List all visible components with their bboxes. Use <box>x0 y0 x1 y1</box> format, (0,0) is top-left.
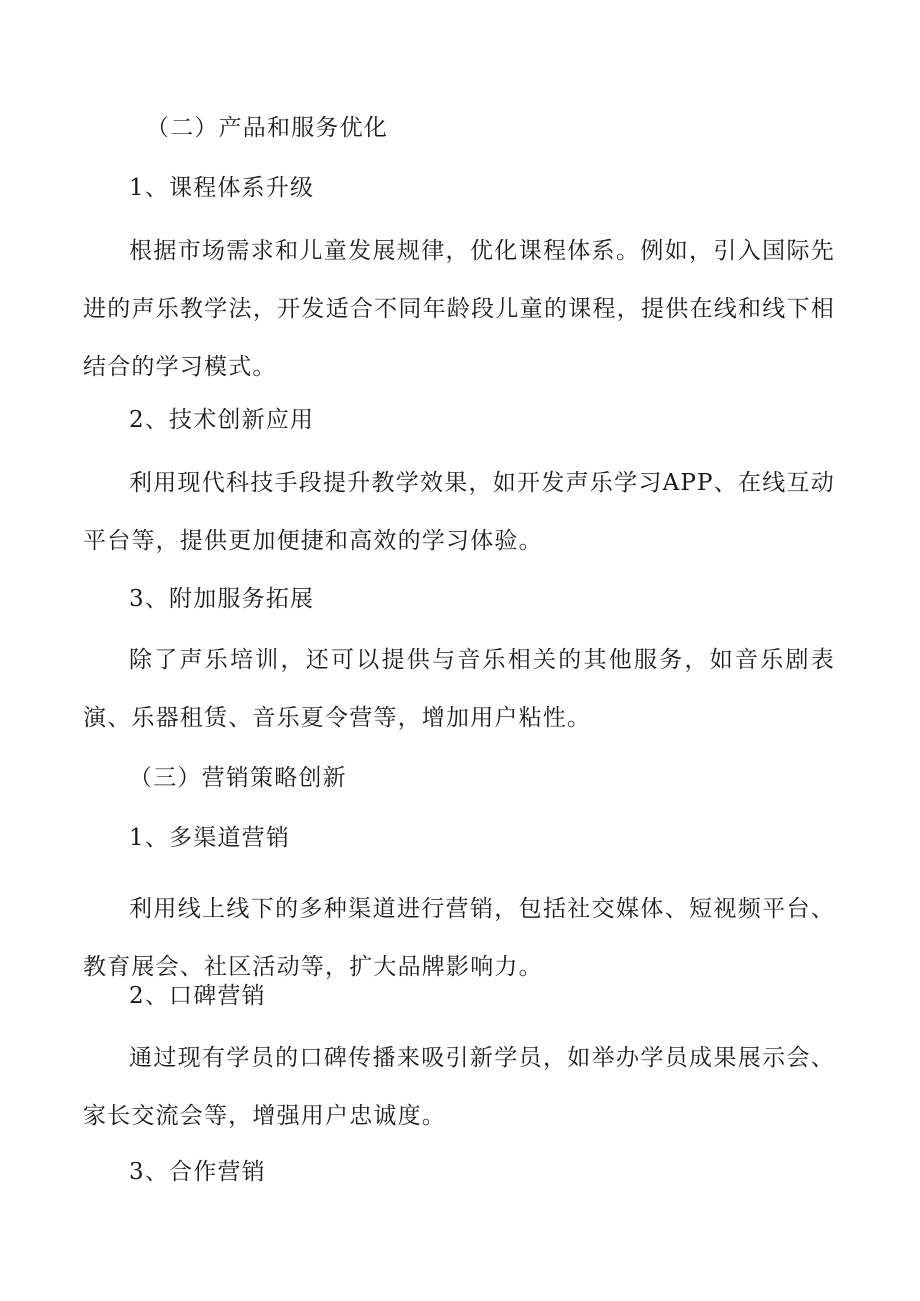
paragraph-curriculum-upgrade: 根据市场需求和儿童发展规律，优化课程体系。例如，引入国际先进的声乐教学法，开发适合不同年龄段儿童的课程，提供在线和线下相结合的学习模式。 <box>83 238 835 380</box>
subheading-word-of-mouth: 2、口碑营销 <box>129 983 266 1009</box>
paragraph-multichannel-marketing: 利用线上线下的多种渠道进行营销，包括社交媒体、短视频平台、教育展会、社区活动等，扩大品牌影响力。 <box>83 896 835 980</box>
paragraph-tech-innovation: 利用现代科技手段提升教学效果，如开发声乐学习APP、在线互动平台等，提供更加便捷和高效的学习体验。 <box>83 470 835 554</box>
subheading-value-added-services: 3、附加服务拓展 <box>129 586 315 612</box>
subheading-partnership-marketing: 3、合作营销 <box>129 1159 266 1185</box>
section-heading-marketing-strategy: （三）营销策略创新 <box>129 765 347 791</box>
subheading-tech-innovation: 2、技术创新应用 <box>129 407 315 433</box>
paragraph-value-added-services: 除了声乐培训，还可以提供与音乐相关的其他服务，如音乐剧表演、乐器租赁、音乐夏令营等，增加用户粘性。 <box>83 647 835 731</box>
paragraph-word-of-mouth: 通过现有学员的口碑传播来吸引新学员，如举办学员成果展示会、家长交流会等，增强用户忠诚度。 <box>83 1045 835 1129</box>
subheading-curriculum-upgrade: 1、课程体系升级 <box>129 175 315 201</box>
subheading-multichannel-marketing: 1、多渠道营销 <box>129 825 291 851</box>
section-heading-products-services: （二）产品和服务优化 <box>146 115 388 141</box>
